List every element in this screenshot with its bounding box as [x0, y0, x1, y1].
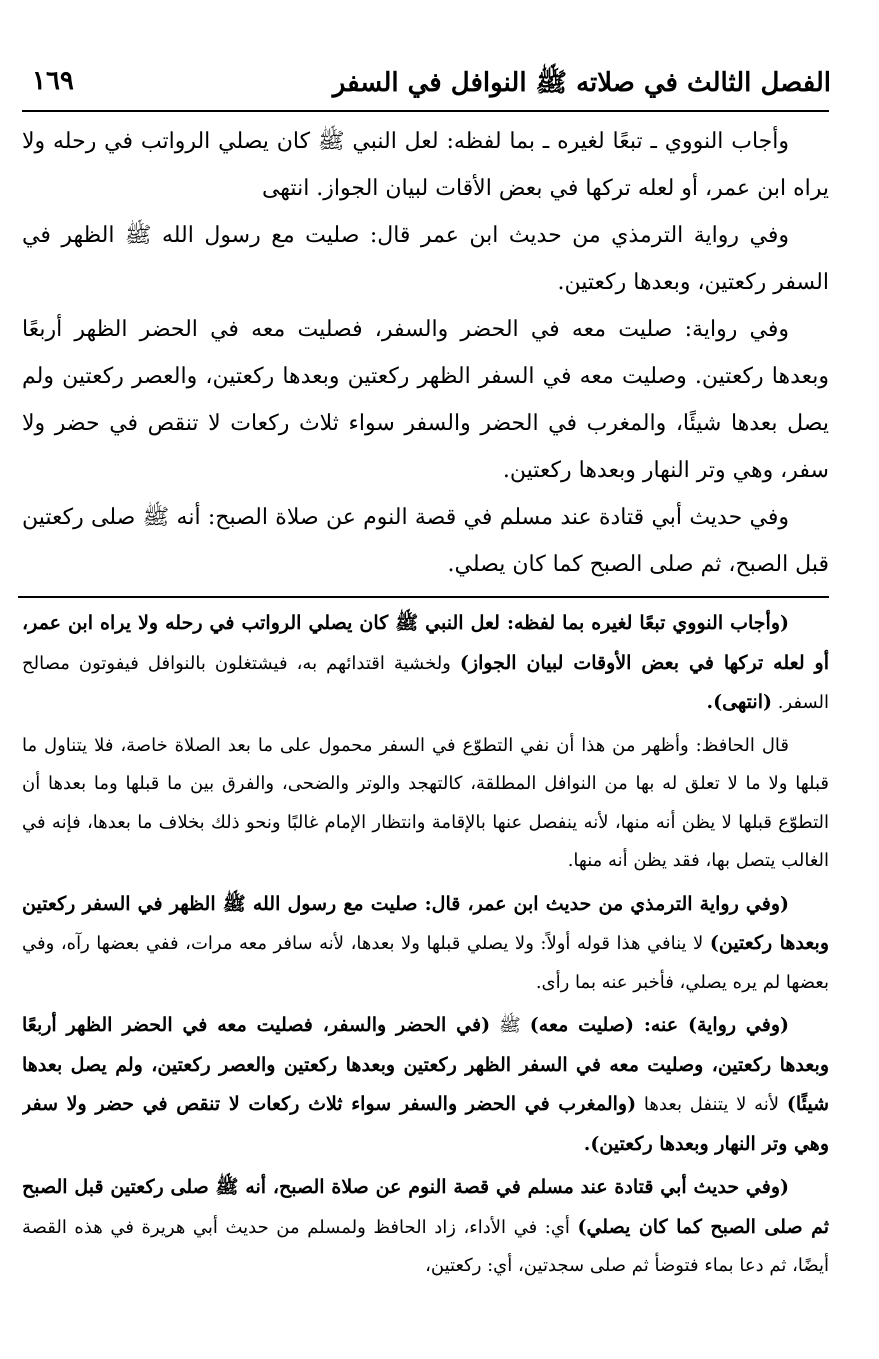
- quoted-text: (وفي حديث أبي قتادة عند مسلم في قصة النوم عن صلاة الصبح، أنه ﷺ صلى ركعتين قبل الصبح ثم صلى الصبح كما كان يصلي): [22, 1176, 829, 1238]
- commentary-text: ولخشية اقتدائهم به، فيشتغلون بالنوافل فيفوتون مصالح السفر.: [22, 652, 829, 713]
- commentary-paragraph: [22, 1006, 829, 1164]
- matn-paragraph: وفي رواية: صليت معه في الحضر والسفر، فصليت معه في الحضر الظهر أربعًا وبعدها ركعتين. وصليت معه في السفر الظهر ركعتين وبعدها ركعتين، والعصر ركعتين ولم يصل بعدها شيئًا، والمغرب في الحضر والسفر سواء ثلاث ركعات لا تنقص في حضر ولا سفر، وهي وتر النهار وبعدها ركعتين.: [22, 317, 829, 483]
- matn-paragraph: وأجاب النووي ـ تبعًا لغيره ـ بما لفظه: لعل النبي ﷺ كان يصلي الرواتب في رحله ولا يراه ابن عمر، أو لعله تركها في بعض الأقات لبيان الجواز. انتهى: [22, 129, 829, 201]
- commentary-text: لأنه لا يتنفل بعدها: [636, 1094, 787, 1115]
- quoted-text: (والمغرب في الحضر والسفر سواء ثلاث ركعات لا تنقص في حضر ولا سفر وهي وتر النهار وبعدها ركعتين).: [22, 1093, 829, 1155]
- page-number: ١٦٩: [32, 66, 74, 96]
- quoted-text: (وأجاب النووي تبعًا لغيره بما لفظه: لعل النبي ﷺ كان يصلي الرواتب في رحله ولا يراه ابن عمر، أو لعله تركها في بعض الأوقات لبيان الجواز): [22, 612, 829, 674]
- commentary-text: ﷺ: [490, 1015, 530, 1036]
- matn-paragraph: وفي رواية الترمذي من حديث ابن عمر قال: صليت مع رسول الله ﷺ الظهر في السفر ركعتين، وبعدها ركعتين.: [22, 223, 829, 295]
- commentary-paragraph: [22, 604, 829, 723]
- main-text: [22, 118, 829, 588]
- page-header: [22, 60, 831, 106]
- commentary-divider: [18, 596, 829, 598]
- commentary-paragraph: [22, 885, 829, 1003]
- quoted-text: (وفي رواية) عنه: (صليت معه): [529, 1014, 789, 1036]
- header-rule: [22, 110, 829, 112]
- commentary: [22, 604, 829, 1344]
- matn-paragraph: وفي حديث أبي قتادة عند مسلم في قصة النوم عن صلاة الصبح: أنه ﷺ صلى ركعتين قبل الصبح، ثم صلى الصبح كما كان يصلي.: [22, 505, 829, 577]
- quoted-text: (وفي رواية الترمذي من حديث ابن عمر، قال: صليت مع رسول الله ﷺ الظهر في السفر ركعتين وبعدها ركعتين): [22, 892, 829, 954]
- chapter-title: الفصل الثالث في صلاته ﷺ النوافل في السفر: [332, 68, 831, 98]
- commentary-paragraph: [22, 1168, 829, 1286]
- commentary-text: لا ينافي هذا قوله أولاً: ولا يصلي قبلها ولا بعدها، لأنه سافر معه مرات، ففي بعضها رآه، وفي بعضها لم يره يصلي، فأخبر عنه بما رأى.: [22, 933, 829, 993]
- commentary-paragraph: قال الحافظ: وأظهر من هذا أن نفي التطوّع في السفر محمول على ما بعد الصلاة خاصة، فلا يتناول ما قبلها ولا ما لا تعلق له بها من النوافل المطلقة، كالتهجد والوتر والضحى، والفرق بين ما قبلها وما بعدها أن التطوّع قبلها لا يظن أنه منها، لأنه ينفصل عنها بالإقامة وانتظار الإمام غالبًا ونحو ذلك بخلاف ما بعدها، فإنه في الغالب يتصل بها، فقد يظن أنه منها.: [22, 734, 829, 871]
- quoted-text: (انتهى).: [706, 691, 772, 713]
- commentary-text: أي: في الأداء، زاد الحافظ ولمسلم من حديث أبي هريرة في هذه القصة أيضًا، ثم دعا بماء فتوضأ ثم صلى سجدتين، أي: ركعتين،: [22, 1216, 829, 1276]
- quoted-text: (في الحضر والسفر، فصليت معه في الحضر الظهر أربعًا وبعدها ركعتين، وصليت معه في السفر الظهر ركعتين وبعدها ركعتين والعصر ركعتين، ولم يصل بعدها شيئًا): [22, 1014, 829, 1115]
